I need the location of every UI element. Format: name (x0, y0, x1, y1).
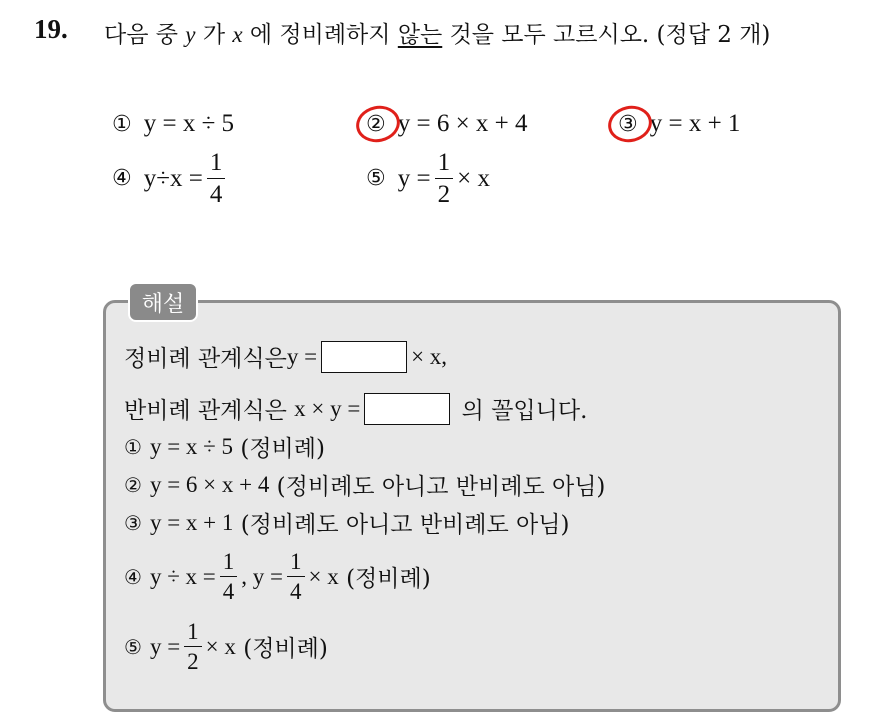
line-3-expr: y = x ÷ 5 (149, 433, 234, 459)
explanation-line-4 (124, 468, 605, 501)
explanation-line-7 (124, 620, 328, 673)
choice-5-number: ⑤ (366, 166, 386, 191)
line-6-frac1-num: 1 (220, 550, 238, 577)
choice-4-frac-den: 4 (209, 181, 223, 208)
explanation-line-2 (124, 392, 587, 425)
explanation-line-5 (124, 506, 569, 539)
line-3-note: (정비례) (240, 436, 325, 462)
choice-2-number: ② (366, 111, 386, 137)
line-6-frac2-num: 1 (287, 550, 305, 577)
line-7-fraction (184, 620, 202, 673)
choice-4-fraction (207, 150, 226, 207)
line-5-number: ③ (124, 510, 142, 535)
choice-4-frac-num: 1 (207, 150, 226, 179)
choice-5-rhs: × x (457, 164, 490, 192)
choice-2-expr: y = 6 × x + 4 (397, 110, 528, 137)
question-text-d: 것을 모두 고르시오. (정답 2 개) (449, 22, 771, 48)
blank-box-2 (364, 393, 450, 425)
question-underlined: 않는 (397, 22, 443, 48)
choice-1[interactable] (112, 110, 234, 138)
question-text-c: 에 정비례하지 (249, 22, 391, 48)
line-7-frac-num: 1 (184, 620, 202, 647)
line-6-frac1-den: 4 (222, 579, 235, 604)
line-7-rhs: × x (205, 633, 236, 659)
choice-1-expr: y = x ÷ 5 (143, 110, 235, 137)
choice-5-lhs: y = (397, 164, 431, 192)
line-4-expr: y = 6 × x + 4 (149, 471, 270, 497)
answer-mark-circle-3 (605, 102, 656, 146)
line-5-note: (정비례도 아니고 반비례도 아님) (240, 512, 570, 538)
question-text-a: 다음 중 (104, 22, 178, 48)
question-var-x: x (232, 22, 243, 47)
line-2-math: x × y = (294, 395, 361, 421)
choice-5[interactable] (366, 150, 490, 207)
explanation-tag: 해설 (128, 282, 198, 322)
line-2-suffix: 의 꼴입니다. (461, 398, 588, 424)
line-6-note: (정비례) (346, 566, 431, 592)
line-1-prefix: 정비례 관계식은 (124, 346, 287, 372)
question-number: 19. (34, 14, 68, 44)
line-4-number: ② (124, 472, 142, 497)
line-7-frac-den: 2 (187, 649, 199, 674)
choice-3-expr: y = x + 1 (649, 110, 741, 137)
explanation-line-3 (124, 430, 325, 463)
line-5-expr: y = x + 1 (149, 509, 234, 535)
question-var-y: y (185, 22, 196, 47)
line-1-math-a: y = (286, 343, 318, 369)
choice-4[interactable] (112, 150, 229, 207)
choice-4-lhs: y÷x = (143, 164, 203, 192)
choice-1-number: ① (112, 111, 132, 137)
question-text-b: 가 (202, 22, 226, 48)
line-6-number: ④ (124, 564, 142, 589)
blank-box-1 (321, 341, 407, 373)
choice-5-frac-num: 1 (435, 150, 454, 179)
line-7-note: (정비례) (243, 636, 328, 662)
line-7-lhs: y = (149, 633, 181, 659)
explanation-line-6 (124, 550, 431, 603)
choice-3-number: ③ (618, 111, 638, 137)
line-1-math-b: × x, (411, 343, 448, 369)
answer-mark-circle-2 (353, 102, 404, 146)
line-6-fraction-2 (287, 550, 305, 603)
line-6-frac2-den: 4 (290, 579, 302, 604)
line-2-prefix: 반비례 관계식은 (124, 398, 287, 424)
line-6-fraction-1 (220, 550, 238, 603)
line-7-number: ⑤ (124, 634, 142, 659)
explanation-line-1 (124, 340, 447, 373)
choice-5-frac-den: 2 (437, 181, 451, 208)
line-6-lhs: y ÷ x = (149, 563, 216, 589)
line-6-rhs: × x (308, 563, 339, 589)
choice-4-number: ④ (112, 166, 132, 191)
line-3-number: ① (124, 434, 142, 459)
choice-5-fraction (435, 150, 454, 207)
line-4-note: (정비례도 아니고 반비례도 아님) (276, 474, 606, 500)
question-text (104, 16, 770, 49)
line-6-mid: , y = (241, 563, 284, 589)
